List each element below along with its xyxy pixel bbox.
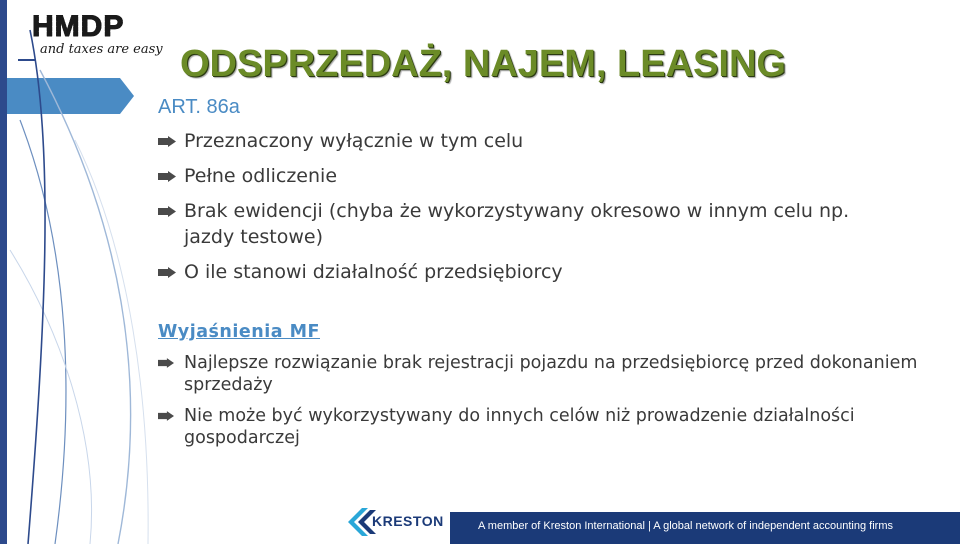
hmdp-logo bbox=[32, 12, 182, 62]
arrow-bullet-icon bbox=[158, 358, 174, 368]
mf-bullet-list bbox=[158, 352, 938, 458]
slide-title: ODSPRZEDAŻ, NAJEM, LEASING bbox=[180, 43, 786, 85]
arrow-bullet-icon bbox=[158, 411, 174, 421]
list-item-text: Pełne odliczenie bbox=[184, 165, 338, 187]
list-item-text: Brak ewidencji (chyba że wykorzystywany okresowo w innym celu np. jazdy testowe) bbox=[184, 200, 850, 248]
list-item bbox=[158, 128, 858, 154]
footer-text: A member of Kreston International | A global network of independent accounting firms bbox=[478, 520, 893, 532]
logo-name: HMDP bbox=[32, 10, 125, 43]
article-reference: ART. 86a bbox=[158, 96, 240, 118]
list-item-text: Najlepsze rozwiązanie brak rejestracji pojazdu na przedsiębiorcę przed dokonaniem sprzedaży bbox=[184, 353, 918, 395]
list-item bbox=[158, 198, 858, 250]
list-item bbox=[158, 405, 938, 449]
arrow-bullet-icon bbox=[158, 267, 176, 278]
list-item bbox=[158, 259, 858, 285]
footer-bar bbox=[450, 512, 960, 544]
list-item bbox=[158, 352, 938, 396]
section-heading: Wyjaśnienia MF bbox=[158, 322, 320, 342]
arrow-bullet-icon bbox=[158, 171, 176, 182]
list-item-text: Przeznaczony wyłącznie w tym celu bbox=[184, 130, 524, 152]
arrow-bullet-icon bbox=[158, 136, 176, 147]
list-item-text: Nie może być wykorzystywany do innych celów niż prowadzenie działalności gospodarczej bbox=[184, 406, 855, 448]
kreston-brand-name: KRESTON bbox=[372, 513, 444, 529]
logo-tagline: and taxes are easy bbox=[40, 42, 163, 57]
list-item-text: O ile stanowi działalność przedsiębiorcy bbox=[184, 261, 563, 283]
list-item bbox=[158, 163, 858, 189]
arrow-bullet-icon bbox=[158, 206, 176, 217]
main-bullet-list bbox=[158, 128, 858, 294]
